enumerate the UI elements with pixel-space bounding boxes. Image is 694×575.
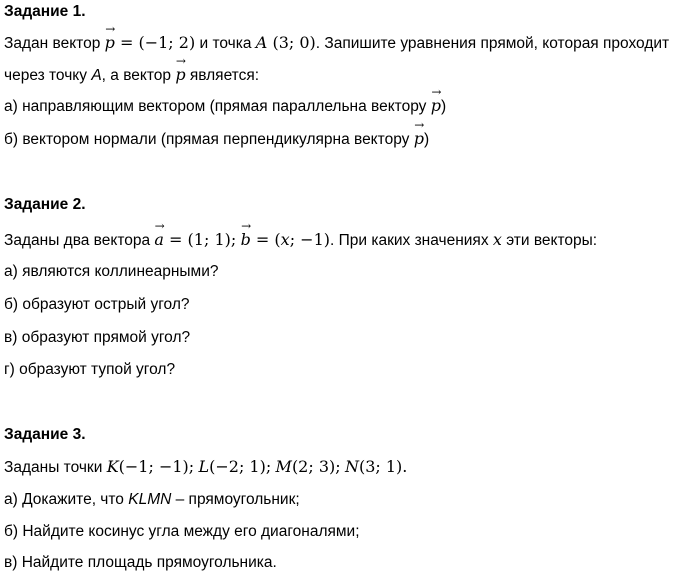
task1-text: и точка	[195, 35, 256, 52]
task1-line2	[4, 65, 259, 86]
vector-b-value-pre: = (	[250, 230, 281, 249]
point-n-label: N	[344, 457, 359, 476]
task3-text: Заданы точки	[4, 459, 107, 476]
task3-item-c: в) Найдите площадь прямоугольника.	[4, 554, 277, 571]
vector-a-value: = (1; 1);	[163, 230, 237, 249]
vector-b-value-post: ; −1)	[289, 230, 330, 249]
vector-p: → p	[431, 96, 441, 116]
vector-p-value: = (−1; 2)	[114, 33, 196, 52]
task1-text: , а вектор	[101, 67, 176, 84]
vector-b: → b	[241, 230, 251, 250]
klmn-label: KLMN	[128, 491, 172, 508]
task1-item-a-end: )	[440, 98, 447, 115]
task2-item-c: в) образуют прямой угол?	[4, 329, 191, 346]
point-a-label: A	[91, 67, 102, 84]
task1-line1	[4, 33, 669, 54]
task1-text: Задан вектор	[4, 35, 105, 52]
task1-text: является:	[185, 67, 260, 84]
point-a-coords: (3; 0)	[267, 33, 316, 52]
task2-text: Заданы два вектора	[4, 232, 155, 249]
variable-x: x	[492, 230, 502, 249]
vector-a: → a	[154, 230, 164, 250]
task2-line1	[4, 230, 597, 251]
point-m-coords: (2; 3);	[291, 457, 341, 476]
vector-p: → p	[105, 33, 115, 53]
point-l-coords: (−2; 1);	[209, 457, 272, 476]
task1-item-a	[4, 96, 446, 117]
variable-x: x	[280, 230, 290, 249]
task1-heading: Задание 1.	[4, 3, 86, 20]
task3-item-a	[4, 490, 300, 510]
point-k-label: K	[106, 457, 119, 476]
task3-item-b: б) Найдите косинус угла между его диагоналями;	[4, 523, 360, 540]
task2-item-a: а) являются коллинеарными?	[4, 263, 219, 280]
point-m-label: M	[275, 457, 292, 476]
task2-text: эти векторы:	[501, 232, 598, 249]
task3-line1	[4, 457, 407, 478]
point-l-label: L	[198, 457, 210, 476]
task2-text: . При каких значениях	[330, 232, 493, 249]
task1-item-b-text: б) вектором нормали (прямая перпендикулярна вектору	[4, 131, 414, 148]
task2-item-b: б) образуют острый угол?	[4, 296, 190, 313]
vector-p: → p	[414, 129, 424, 149]
task2-item-d: г) образуют тупой угол?	[4, 361, 176, 378]
vector-p: → p	[175, 65, 185, 85]
task3-heading: Задание 3.	[4, 426, 86, 443]
point-a-label: A	[255, 33, 268, 52]
point-n-coords: (3; 1).	[358, 457, 408, 476]
task1-item-b	[4, 129, 429, 150]
task3-item-a-pre: а) Докажите, что	[4, 491, 129, 508]
task1-item-b-end: )	[423, 131, 430, 148]
task2-heading: Задание 2.	[4, 196, 86, 213]
task1-item-a-text: а) направляющим вектором (прямая параллельна вектору	[4, 98, 431, 115]
task3-item-a-post: – прямоугольник;	[171, 491, 300, 508]
task1-text: . Запишите уравнения прямой, которая проходит	[315, 35, 670, 52]
task1-text: через точку	[4, 67, 92, 84]
point-k-coords: (−1; −1);	[118, 457, 195, 476]
